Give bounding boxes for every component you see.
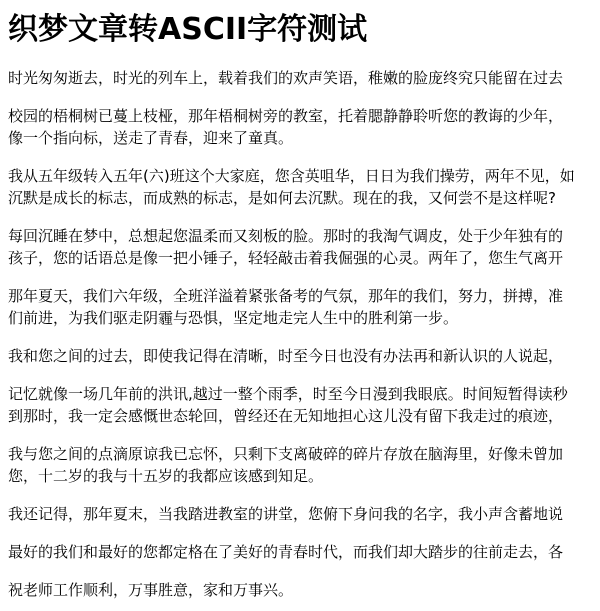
paragraph-line: 祝老师工作顺利，万事胜意，家和万事兴。 [8,581,294,599]
page-title: 织梦文章转ASCII字符测试 [8,12,368,47]
paragraph-line: 我还记得，那年夏末，当我踏进教室的讲堂，您俯下身问我的名字，我小声含蓄地说 [8,505,564,523]
paragraph [8,165,592,209]
paragraph-line: 您，十二岁的我与十五岁的我都应该感到知足。 [8,467,324,485]
paragraph-line: 们前进，为我们驱走阴霾与恐惧，坚定地走完人生中的胜利第一步。 [8,309,459,327]
paragraph [8,105,592,149]
paragraph-line: 每回沉睡在梦中，总想起您温柔而又刻板的脸。那时的我淘气调皮，处于少年独有的 [8,227,564,245]
paragraph-line: 最好的我们和最好的您都定格在了美好的青春时代，而我们却大踏步的往前走去，各 [8,543,564,561]
paragraph [8,541,592,563]
paragraph-line: 我和您之间的过去，即使我记得在清晰，时至今日也没有办法再和新认识的人说起， [8,347,564,365]
paragraph-line: 校园的梧桐树已蔓上枝桠，那年梧桐树旁的教室，托着腮静静聆听您的教诲的少年， [8,107,564,125]
paragraph [8,383,592,427]
article-body [8,67,592,601]
paragraph-line: 记忆就像一场几年前的洪讯,越过一整个雨季，时至今日漫到我眼底。时间短暂得读秒 [8,385,568,403]
paragraph [8,67,592,89]
paragraph [8,345,592,367]
paragraph-line: 孩子，您的话语总是像一把小锤子，轻轻敲击着我倔强的心灵。两年了，您生气离开 [8,249,564,267]
paragraph-line: 我从五年级转入五年(六)班这个大家庭，您含英咀华，日日为我们操劳，两年不见，如 [8,167,575,185]
paragraph-line: 时光匆匆逝去，时光的列车上，载着我们的欢声笑语，稚嫩的脸庞终究只能留在过去 [8,69,564,87]
paragraph-line: 到那时，我一定会感慨世态轮回，曾经还在无知地担心这儿没有留下我走过的痕迹， [8,407,564,425]
paragraph [8,579,592,601]
paragraph-line: 那年夏天，我们六年级，全班洋溢着紧张备考的气氛，那年的我们，努力，拼搏，准 [8,287,564,305]
paragraph [8,225,592,269]
paragraph [8,285,592,329]
paragraph [8,443,592,487]
paragraph-line: 像一个指向标，送走了青春，迎来了童真。 [8,129,294,147]
paragraph [8,503,592,525]
paragraph-line: 沉默是成长的标志，而成熟的标志，是如何去沉默。现在的我，又何尝不是这样呢? [8,189,556,207]
paragraph-line: 我与您之间的点滴原谅我已忘怀，只剩下支离破碎的碎片存放在脑海里，好像未曾加 [8,445,564,463]
